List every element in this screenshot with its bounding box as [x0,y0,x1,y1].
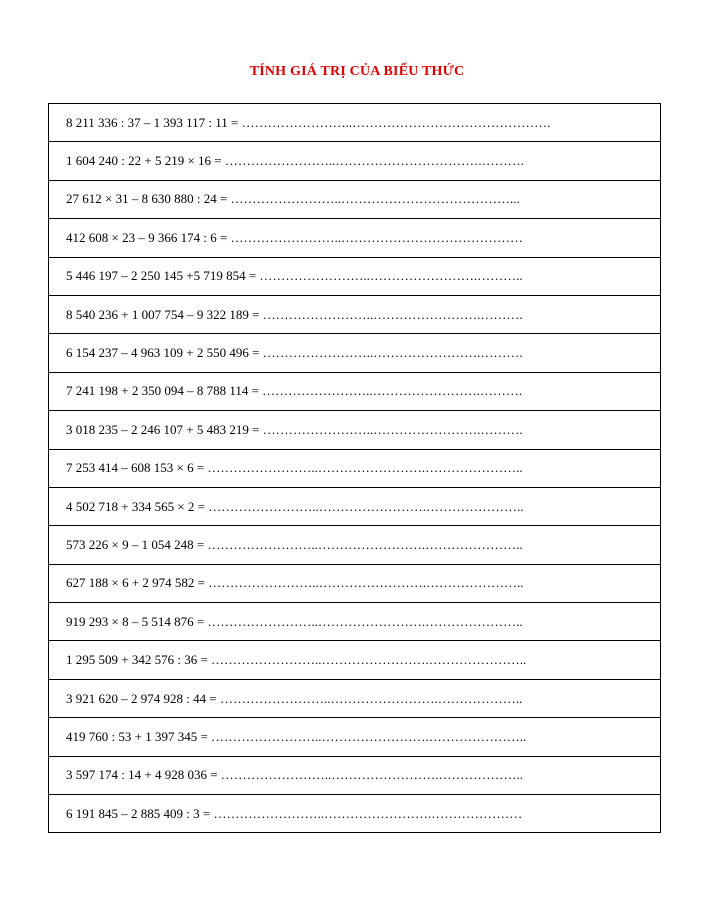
exercise-text: 4 502 718 + 334 565 × 2 = ……………………..…………………….………………….. [66,498,524,514]
exercise-text: 1 604 240 : 22 + 5 219 × 16 = ……………………..…………………………….………. [66,153,524,169]
table-row [49,756,661,794]
exercise-cell[interactable] [49,104,661,142]
exercise-text: 27 612 × 31 – 8 630 880 : 24 = ……………………..…………………………………... [66,191,520,207]
table-row [49,718,661,756]
table-row [49,679,661,717]
exercise-cell[interactable] [49,219,661,257]
exercise-cell[interactable] [49,180,661,218]
exercise-text: 6 191 845 – 2 885 409 : 3 = ……………………..…………………….………………… [66,805,523,821]
table-row [49,334,661,372]
table-row [49,142,661,180]
table-row [49,564,661,602]
table-row [49,487,661,525]
exercise-text: 919 293 × 8 – 5 514 876 = ……………………..…………………….………………….. [66,613,523,629]
table-row [49,257,661,295]
exercise-cell[interactable] [49,411,661,449]
exercise-cell[interactable] [49,679,661,717]
table-row [49,104,661,142]
table-row [49,180,661,218]
table-row [49,219,661,257]
exercise-cell[interactable] [49,449,661,487]
table-row [49,295,661,333]
exercise-cell[interactable] [49,372,661,410]
exercise-cell[interactable] [49,334,661,372]
exercise-cell[interactable] [49,718,661,756]
exercise-text: 1 295 509 + 342 576 : 36 = ……………………..…………………….………………….. [66,652,527,668]
exercise-text: 3 597 174 : 14 + 4 928 036 = ……………………..…………………….……………….. [66,767,524,783]
page-title: TÍNH GIÁ TRỊ CỦA BIỂU THỨC [249,64,465,79]
exercise-text: 627 188 × 6 + 2 974 582 = ……………………..…………………….………………….. [66,575,524,591]
exercise-text: 412 608 × 23 – 9 366 174 : 6 = ……………………..…………………………………… [66,229,524,245]
exercise-cell[interactable] [49,295,661,333]
exercise-text: 8 540 236 + 1 007 754 – 9 322 189 = ……………………..…………………….………. [66,306,523,322]
exercise-text: 573 226 × 9 – 1 054 248 = ……………………..…………………….………………….. [66,536,523,552]
exercise-table [48,103,661,833]
exercise-text: 7 253 414 – 608 153 × 6 = ……………………..…………………….………………….. [66,460,523,476]
table-row [49,795,661,833]
exercise-cell[interactable] [49,641,661,679]
exercise-cell[interactable] [49,756,661,794]
exercise-text: 8 211 336 : 37 – 1 393 117 : 11 = ……………………..………………………………………. [66,114,551,130]
exercise-text: 7 241 198 + 2 350 094 – 8 788 114 = ……………………..…………………….………. [66,383,523,399]
table-row [49,526,661,564]
exercise-text: 5 446 197 – 2 250 145 +5 719 854 = ……………………..…………………….……….. [66,268,523,284]
exercise-cell[interactable] [49,564,661,602]
table-row [49,411,661,449]
table-row [49,641,661,679]
exercise-text: 6 154 237 – 4 963 109 + 2 550 496 = ……………………..…………………….………. [66,345,523,361]
exercise-text: 419 760 : 53 + 1 397 345 = ……………………..…………………….………………….. [66,728,527,744]
exercise-cell[interactable] [49,795,661,833]
exercise-text: 3 921 620 – 2 974 928 : 44 = ……………………..…………………….……………….. [66,690,523,706]
exercise-cell[interactable] [49,603,661,641]
exercise-cell[interactable] [49,526,661,564]
exercise-cell[interactable] [49,257,661,295]
exercise-text: 3 018 235 – 2 246 107 + 5 483 219 = ……………………..…………………….………. [66,421,523,437]
exercise-cell[interactable] [49,487,661,525]
table-row [49,603,661,641]
exercise-cell[interactable] [49,142,661,180]
table-row [49,449,661,487]
table-row [49,372,661,410]
